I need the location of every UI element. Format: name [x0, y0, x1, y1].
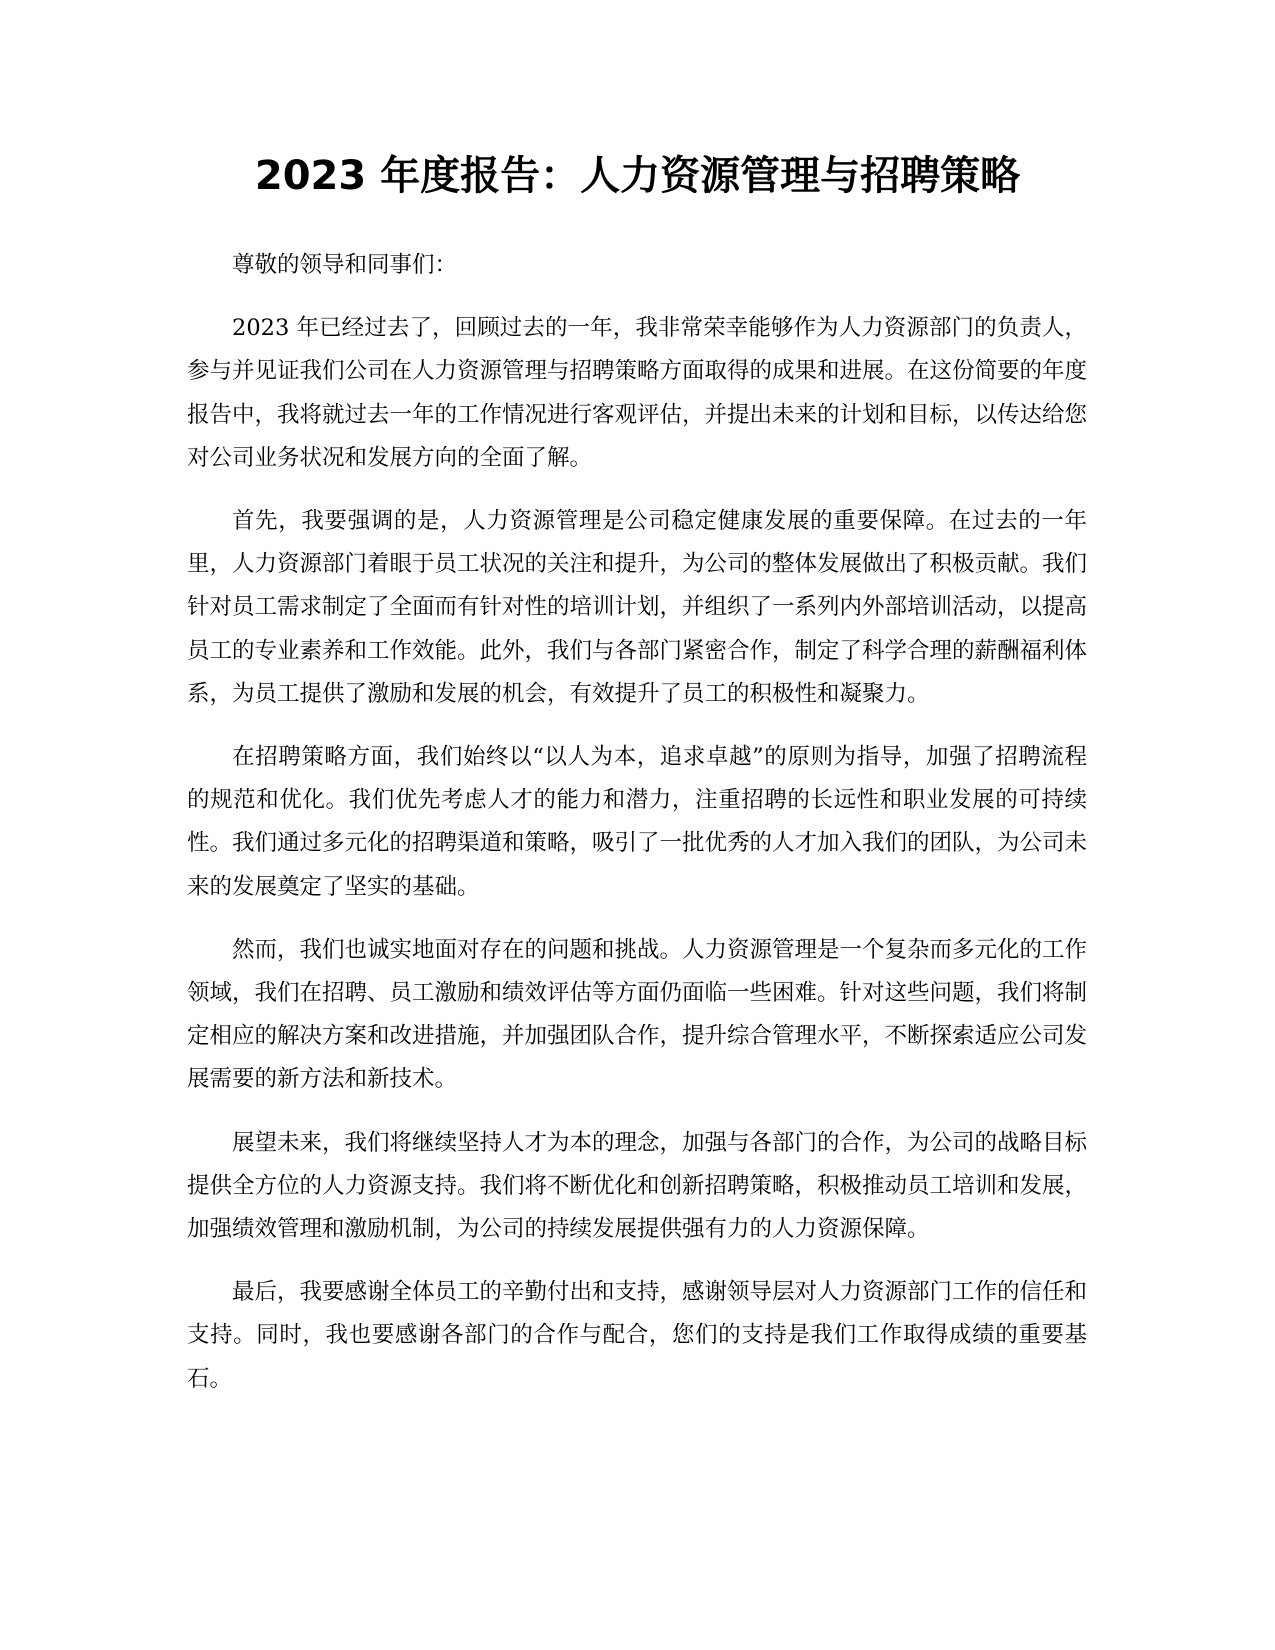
document-title: 2023 年度报告：人力资源管理与招聘策略 [254, 153, 1021, 199]
paragraph-outlook: 展望未来，我们将继续坚持人才为本的理念，加强与各部门的合作，为公司的战略目标提供全方位的人力资源支持。我们将不断优化和创新招聘策略，积极推动员工培训和发展，加强绩效管理和激励机制，为公司的持续发展提供强有力的人力资源保障。 [187, 1129, 1088, 1243]
paragraph-recruitment-strategy: 在招聘策略方面，我们始终以“以人为本，追求卓越”的原则为指导，加强了招聘流程的规范和优化。我们优先考虑人才的能力和潜力，注重招聘的长远性和职业发展的可持续性。我们通过多元化的招聘渠道和策略，吸引了一批优秀的人才加入我们的团队，为公司未来的发展奠定了坚实的基础。 [187, 744, 1088, 900]
salutation: 尊敬的领导和同事们： [232, 252, 458, 278]
paragraph-thanks: 最后，我要感谢全体员工的辛勤付出和支持，感谢领导层对人力资源部门工作的信任和支持。同时，我也要感谢各部门的合作与配合，您们的支持是我们工作取得成绩的重要基石。 [187, 1279, 1088, 1392]
paragraph-hr-management: 首先，我要强调的是，人力资源管理是公司稳定健康发展的重要保障。在过去的一年里，人力资源部门着眼于员工状况的关注和提升，为公司的整体发展做出了积极贡献。我们针对员工需求制定了全面而有针对性的培训计划，并组织了一系列内外部培训活动，以提高员工的专业素养和工作效能。此外，我们与各部门紧密合作，制定了科学合理的薪酬福利体系，为员工提供了激励和发展的机会，有效提升了员工的积极性和凝聚力。 [187, 508, 1088, 707]
document-body [187, 244, 1087, 1421]
paragraph-intro: 2023 年已经过去了，回顾过去的一年，我非常荣幸能够作为人力资源部门的负责人，参与并见证我们公司在人力资源管理与招聘策略方面取得的成果和进展。在这份简要的年度报告中，我将就过去一年的工作情况进行客观评估，并提出未来的计划和目标，以传达给您对公司业务状况和发展方向的全面了解。 [187, 315, 1088, 471]
paragraph-challenges: 然而，我们也诚实地面对存在的问题和挑战。人力资源管理是一个复杂而多元化的工作领域，我们在招聘、员工激励和绩效评估等方面仍面临一些困难。针对这些问题，我们将制定相应的解决方案和改进措施，并加强团队合作，提升综合管理水平，不断探索适应公司发展需要的新方法和新技术。 [187, 936, 1088, 1093]
